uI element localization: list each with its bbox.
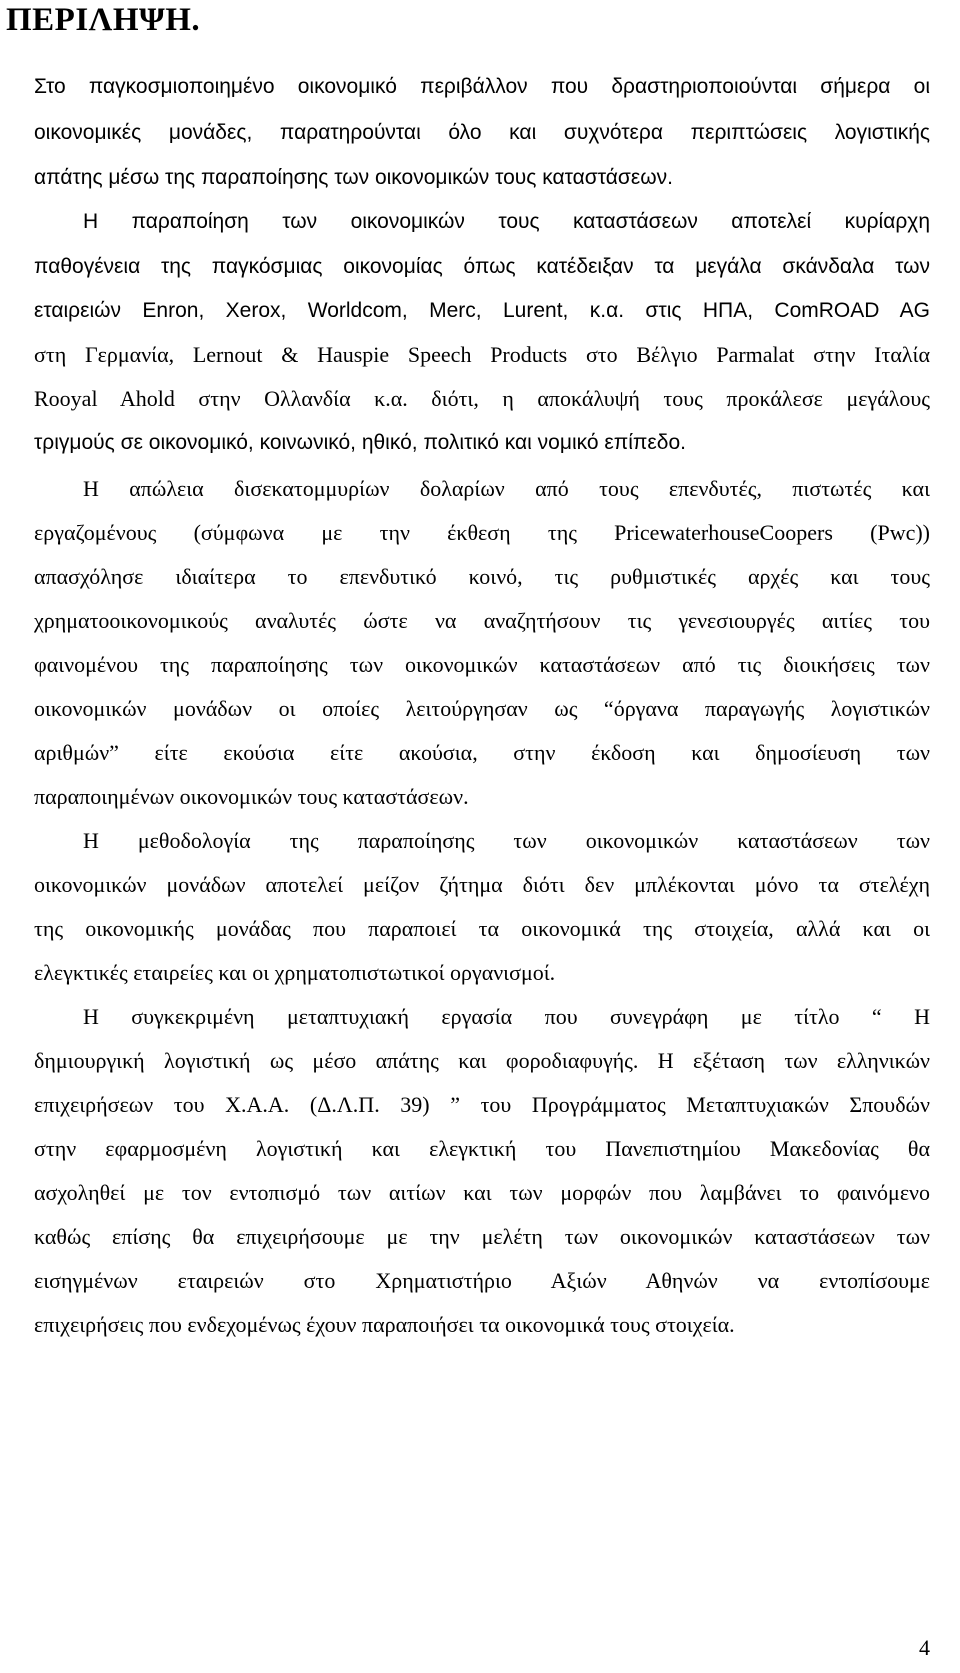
text-line: παθογένεια της παγκόσμιας οικονομίας όπως κατέδειξαν τα μεγάλα σκάνδαλα των bbox=[34, 255, 930, 278]
text-line: χρηματοοικονομικούς αναλυτές ώστε να αναζητήσουν τις γενεσιουργές αιτίες του bbox=[34, 608, 930, 633]
text-line: Η απώλεια δισεκατομμυρίων δολαρίων από τους επενδυτές, πιστωτές και bbox=[83, 476, 930, 501]
text-line: οικονομικών μονάδων οι οποίες λειτούργησαν ως “όργανα παραγωγής λογιστικών bbox=[34, 696, 930, 721]
text-line: Η παραποίηση των οικονομικών τους καταστάσεων αποτελεί κυρίαρχη bbox=[83, 210, 930, 233]
text-line: της οικονομικής μονάδας που παραποιεί τα οικονομικά της στοιχεία, αλλά και οι bbox=[34, 916, 930, 941]
text-line: ελεγκτικές εταιρείες και οι χρηματοπιστωτικοί οργανισμοί. bbox=[34, 960, 556, 985]
page-number: 4 bbox=[919, 1635, 930, 1660]
text-line: Η μεθοδολογία της παραποίησης των οικονομικών καταστάσεων των bbox=[83, 828, 930, 853]
page-title: ΠΕΡΙΛΗΨΗ. bbox=[6, 2, 201, 38]
text-line: φαινομένου της παραποίησης των οικονομικών καταστάσεων από τις διοικήσεις των bbox=[34, 652, 930, 677]
text-line: καθώς επίσης θα επιχειρήσουμε με την μελέτη των οικονομικών καταστάσεων των bbox=[34, 1224, 930, 1249]
text-line: εργαζομένους (σύμφωνα με την έκθεση της PricewaterhouseCoopers (Pwc)) bbox=[34, 520, 930, 545]
text-line: εταιρειών Enron, Xerox, Worldcom, Merc, Lurent, κ.α. στις ΗΠΑ, ComROAD AG bbox=[34, 299, 930, 322]
text-line: απασχόλησε ιδιαίτερα το επενδυτικό κοινό, τις ρυθμιστικές αρχές και τους bbox=[34, 564, 930, 589]
text-line: επιχειρήσεων του Χ.Α.Α. (Δ.Λ.Π. 39) ” του Προγράμματος Μεταπτυχιακών Σπουδών bbox=[34, 1092, 930, 1117]
text-line: Η συγκεκριμένη μεταπτυχιακή εργασία που συνεγράφη με τίτλο “ Η bbox=[83, 1004, 930, 1029]
text-line: Rooyal Ahold στην Ολλανδία κ.α. διότι, η αποκάλυψή τους προκάλεσε μεγάλους bbox=[34, 386, 930, 411]
text-line: οικονομικών μονάδων αποτελεί μείζον ζήτημα διότι δεν μπλέκονται μόνο τα στελέχη bbox=[34, 872, 930, 897]
text-line: δημιουργική λογιστική ως μέσο απάτης και φοροδιαφυγής. Η εξέταση των ελληνικών bbox=[34, 1048, 930, 1073]
text-line: Στο παγκοσμιοποιημένο οικονομικό περιβάλλον που δραστηριοποιούνται σήμερα οι bbox=[34, 75, 930, 98]
text-line: ασχοληθεί με τον εντοπισμό των αιτίων και των μορφών που λαμβάνει το φαινόμενο bbox=[34, 1180, 930, 1205]
text-line: οικονομικές μονάδες, παρατηρούνται όλο και συχνότερα περιπτώσεις λογιστικής bbox=[34, 121, 930, 144]
text-line: απάτης μέσω της παραποίησης των οικονομικών τους καταστάσεων. bbox=[34, 166, 673, 189]
text-line: αριθμών” είτε εκούσια είτε ακούσια, στην έκδοση και δημοσίευση των bbox=[34, 740, 930, 765]
text-line: τριγμούς σε οικονομικό, κοινωνικό, ηθικό, πολιτικό και νομικό επίπεδο. bbox=[34, 431, 686, 454]
text-line: επιχειρήσεις που ενδεχομένως έχουν παραποιήσει τα οικονομικά τους στοιχεία. bbox=[34, 1312, 735, 1337]
text-line: εισηγμένων εταιρειών στο Χρηματιστήριο Αξιών Αθηνών να εντοπίσουμε bbox=[34, 1268, 930, 1293]
text-line: παραποιημένων οικονομικών τους καταστάσεων. bbox=[34, 784, 469, 809]
text-line: στη Γερμανία, Lernout & Hauspie Speech Products στο Βέλγιο Parmalat στην Ιταλία bbox=[34, 342, 930, 367]
text-line: στην εφαρμοσμένη λογιστική και ελεγκτική του Πανεπιστημίου Μακεδονίας θα bbox=[34, 1136, 930, 1161]
